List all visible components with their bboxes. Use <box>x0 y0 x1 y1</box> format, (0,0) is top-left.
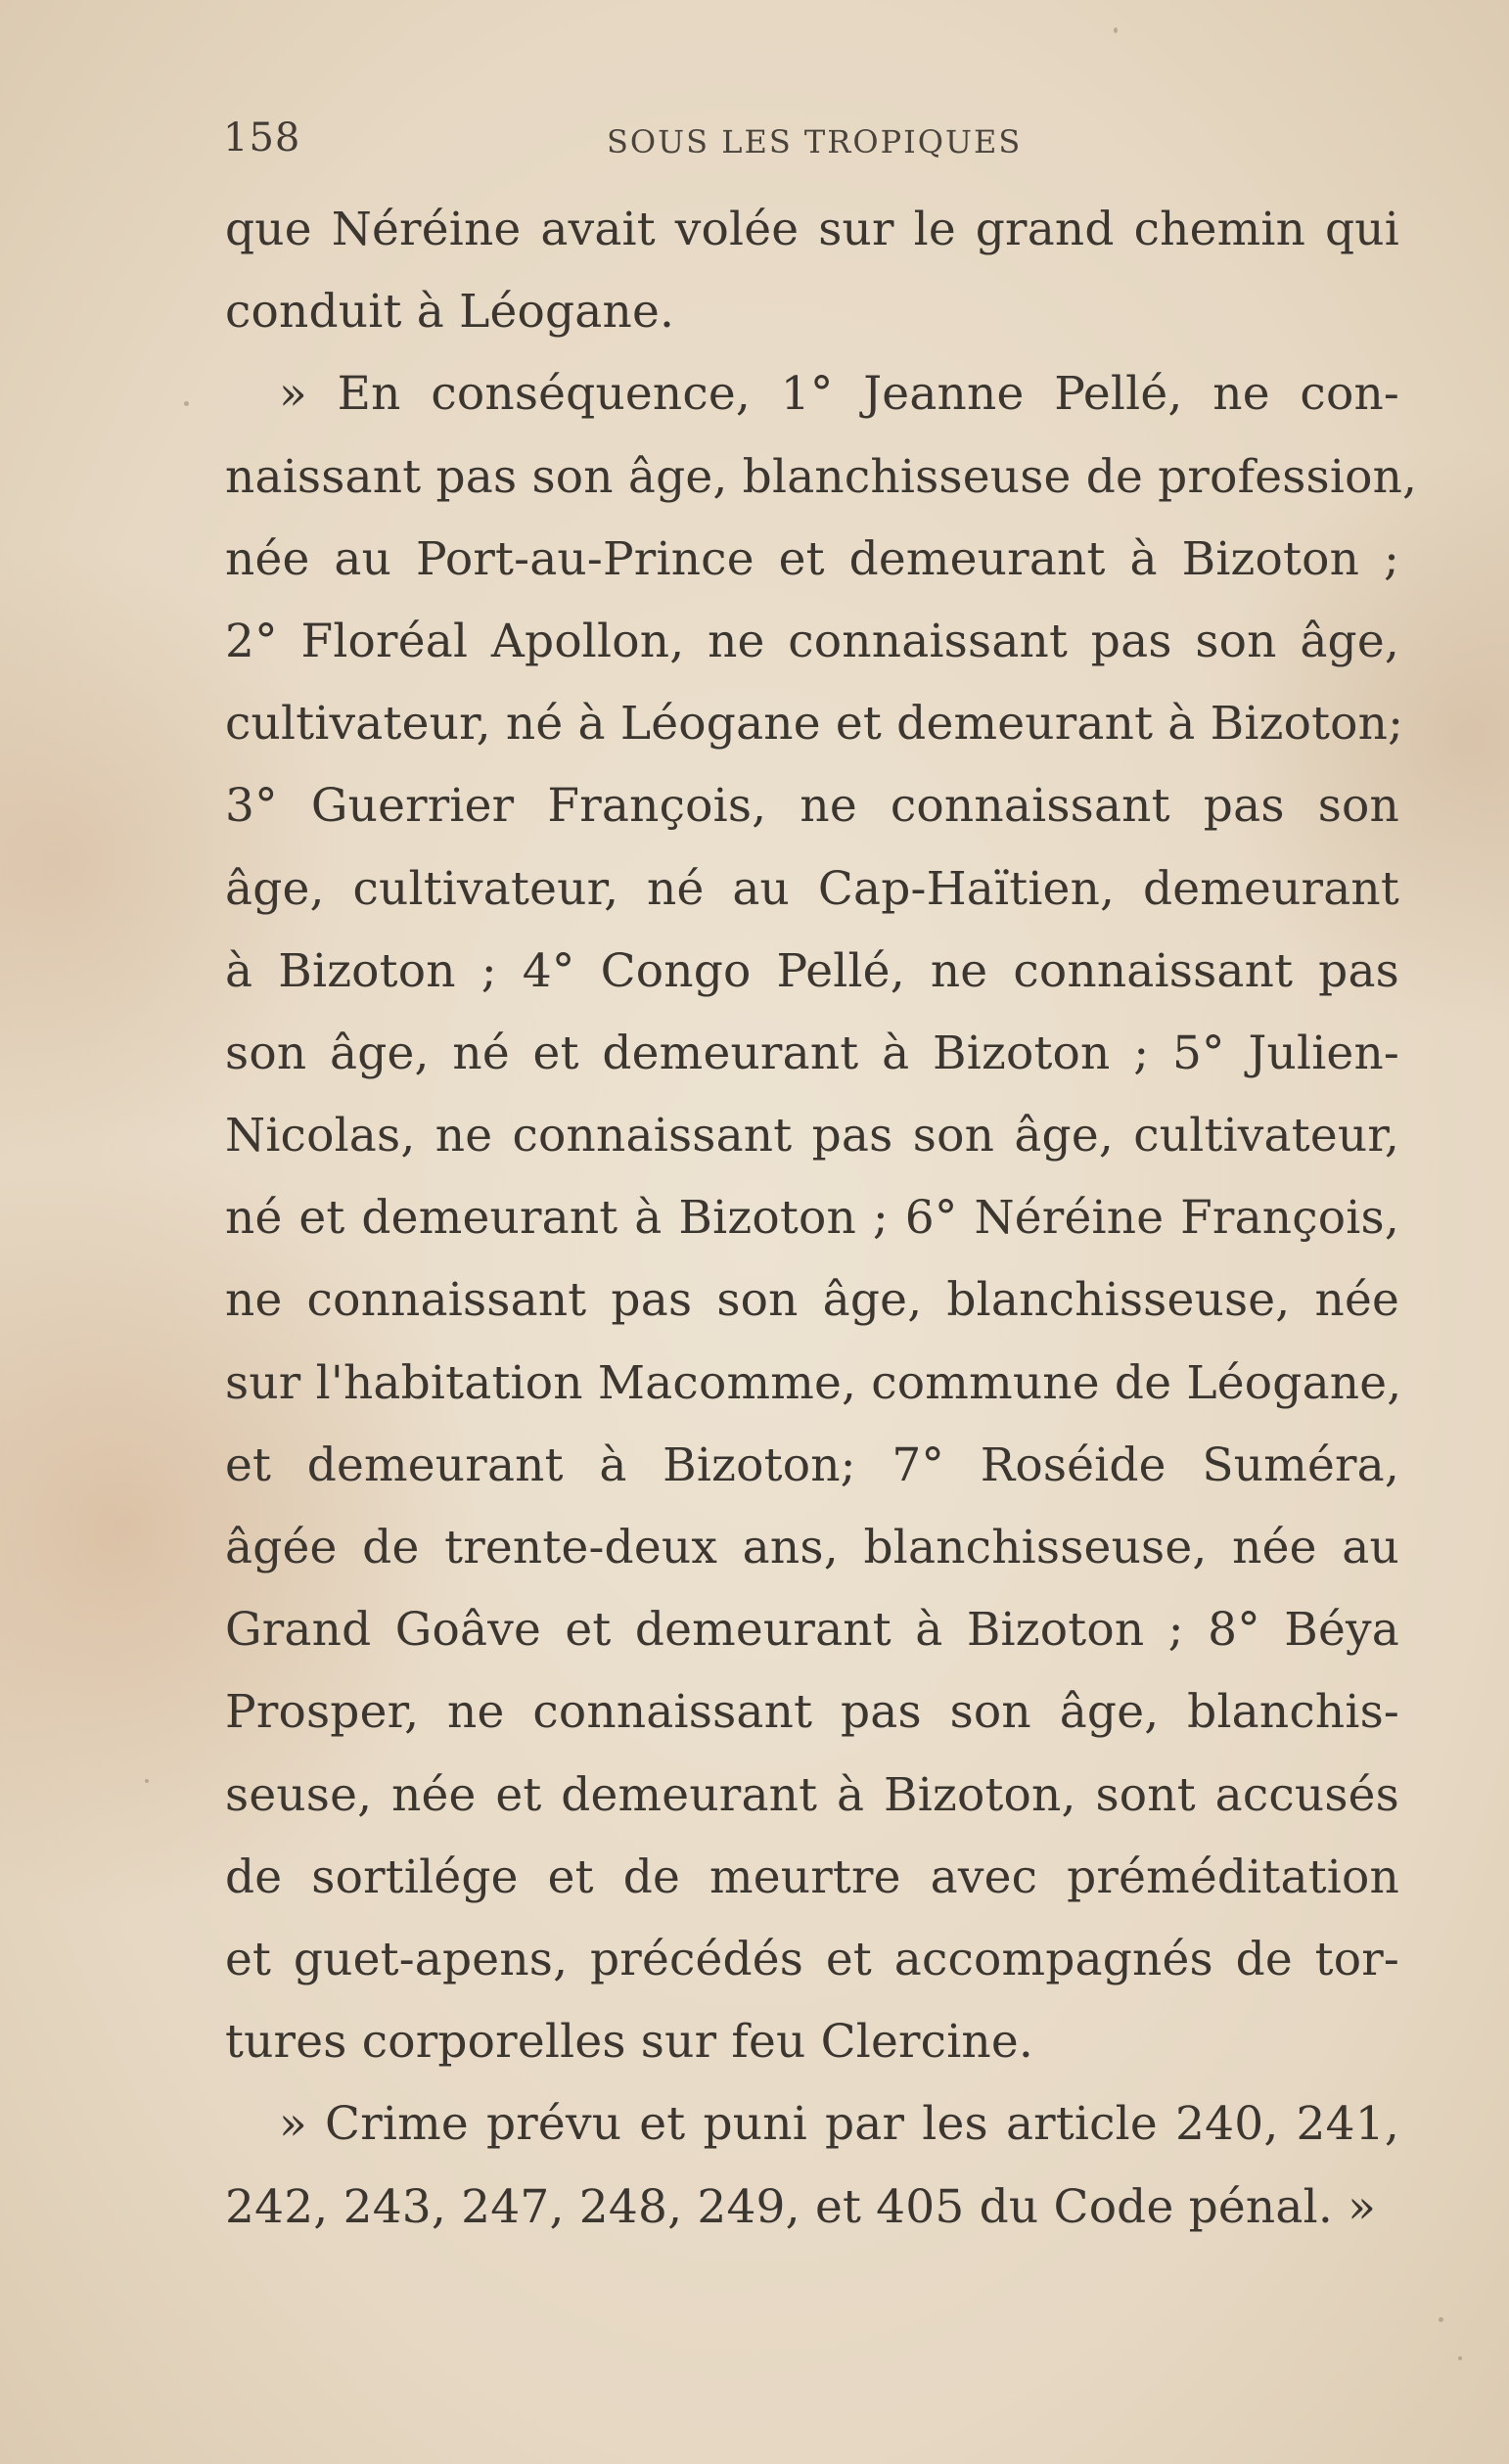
text-line: Grand Goâve et demeurant à Bizoton ; 8° Béya <box>225 1603 1399 1658</box>
text-line: ne connaissant pas son âge, blanchisseuse, née <box>225 1273 1399 1328</box>
text-line: son âge, né et demeurant à Bizoton ; 5° Julien- <box>225 1026 1399 1080</box>
text-line: conduit à Léogane. <box>225 285 675 340</box>
paper-speck <box>184 401 189 406</box>
text-line: Nicolas, ne connaissant pas son âge, cultivateur, <box>225 1109 1399 1164</box>
text-line: sur l'habitation Macomme, commune de Léogane, <box>225 1355 1402 1410</box>
text-line: à Bizoton ; 4° Congo Pellé, ne connaissant pas <box>225 943 1399 998</box>
paper-speck <box>145 1779 149 1783</box>
text-line: cultivateur, né à Léogane et demeurant à Bizoton; <box>225 697 1404 752</box>
text-line: seuse, née et demeurant à Bizoton, sont accusés <box>225 1767 1399 1822</box>
text-line: 242, 243, 247, 248, 249, et 405 du Code pénal. » <box>225 2179 1377 2234</box>
text-line: de sortilége et de meurtre avec préméditation <box>225 1849 1399 1904</box>
text-line: tures corporelles sur feu Clercine. <box>225 2015 1034 2070</box>
paper-speck <box>1439 2317 1443 2322</box>
text-line: que Néréine avait volée sur le grand chemin qui <box>225 203 1399 256</box>
text-line: âge, cultivateur, né au Cap-Haïtien, demeurant <box>225 861 1399 916</box>
page-header <box>223 115 1397 170</box>
text-line: et demeurant à Bizoton; 7° Roséide Suméra, <box>225 1437 1399 1492</box>
text-line: 3° Guerrier François, ne connaissant pas son <box>225 779 1399 834</box>
running-title: SOUS LES TROPIQUES <box>607 123 1023 160</box>
paper-speck <box>1458 2356 1462 2360</box>
page-number: 158 <box>223 115 301 160</box>
text-line: 2° Floréal Apollon, ne connaissant pas son âge, <box>225 614 1399 668</box>
body-text <box>225 189 1418 2249</box>
text-line: Prosper, ne connaissant pas son âge, blanchis- <box>225 1685 1399 1740</box>
text-line: et guet-apens, précédés et accompagnés de tor- <box>225 1932 1399 1986</box>
paper-speck <box>1114 27 1118 33</box>
text-line: né et demeurant à Bizoton ; 6° Néréine François, <box>225 1191 1399 1246</box>
text-line: naissant pas son âge, blanchisseuse de profession, <box>225 449 1418 504</box>
text-line: » En conséquence, 1° Jeanne Pellé, ne con- <box>279 367 1399 422</box>
text-line: âgée de trente-deux ans, blanchisseuse, née au <box>225 1521 1399 1574</box>
text-line: » Crime prévu et puni par les article 240, 241, <box>279 2097 1399 2152</box>
text-line: née au Port-au-Prince et demeurant à Bizoton ; <box>225 531 1399 586</box>
